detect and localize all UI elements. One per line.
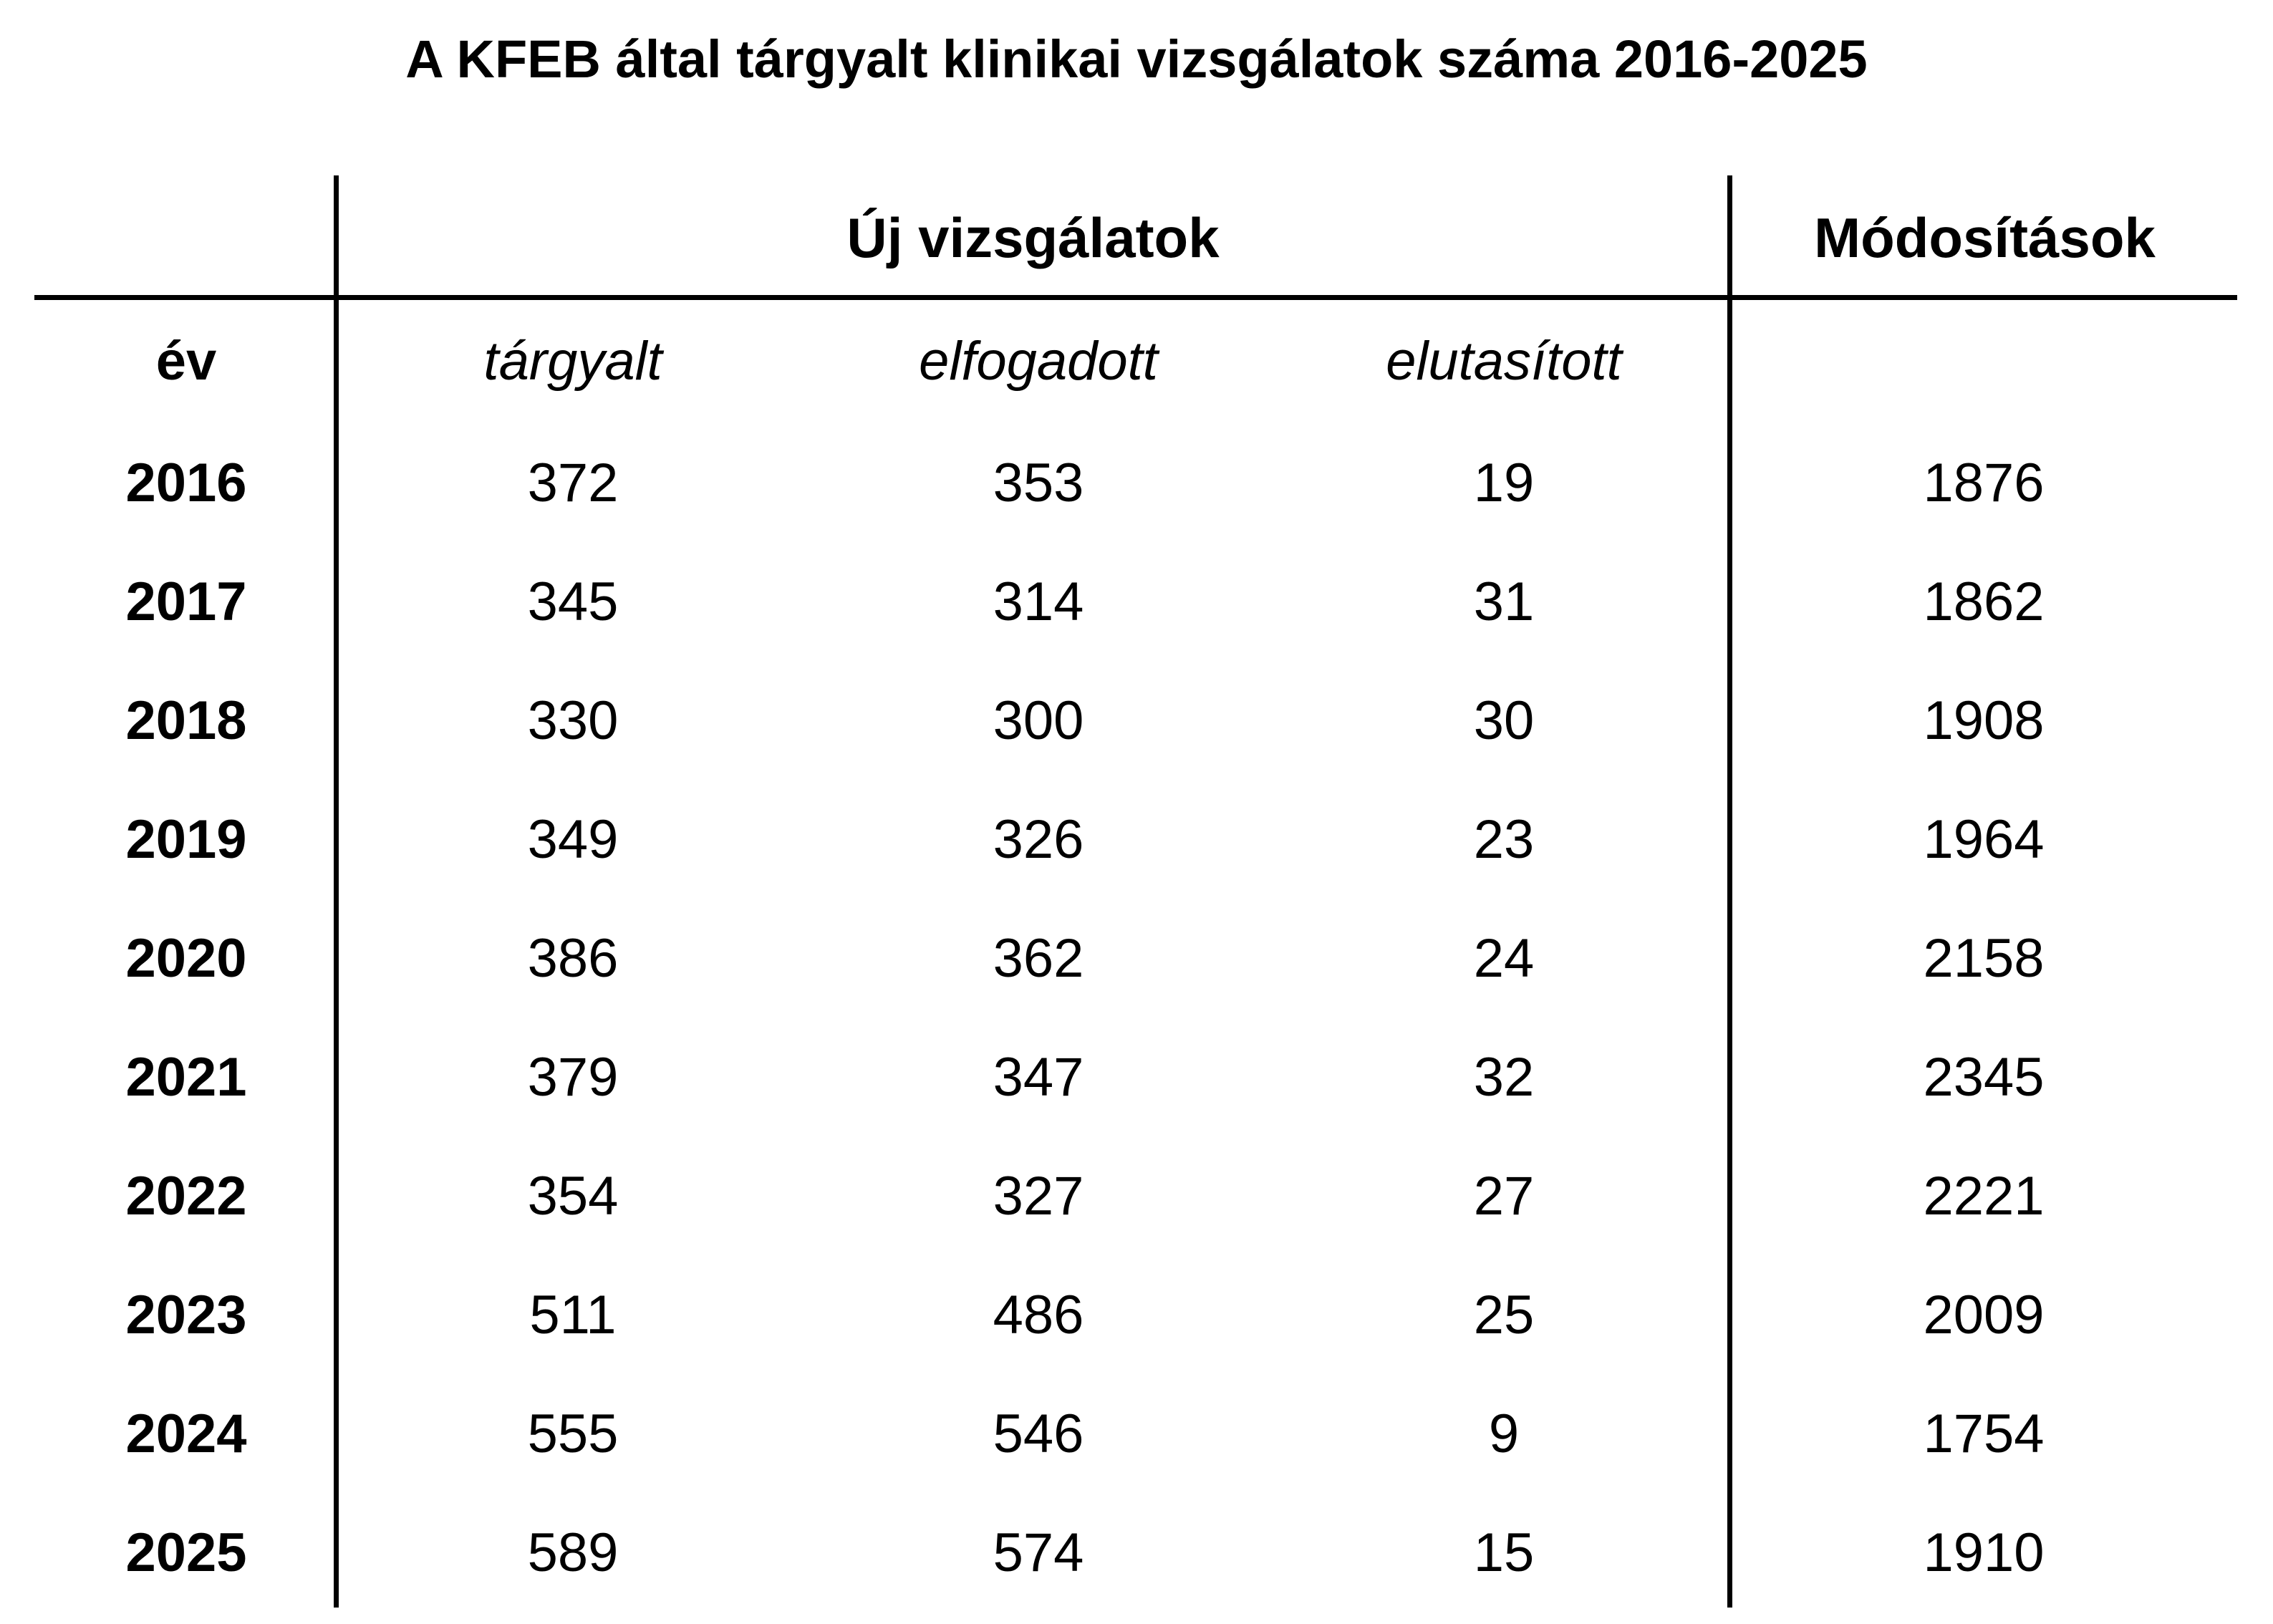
table-header-rule xyxy=(34,295,2237,300)
cell-modifications: 2009 xyxy=(1923,1285,2045,1345)
cell-rejected: 27 xyxy=(1473,1166,1535,1227)
table-row xyxy=(0,671,2273,790)
cell-year: 2016 xyxy=(125,453,247,513)
cell-discussed: 354 xyxy=(527,1166,619,1227)
cell-discussed: 379 xyxy=(527,1047,619,1108)
cell-rejected: 24 xyxy=(1473,928,1535,989)
cell-accepted: 326 xyxy=(993,809,1084,870)
cell-rejected: 19 xyxy=(1473,453,1535,513)
cell-discussed: 589 xyxy=(527,1522,619,1583)
subheader-year: év xyxy=(155,331,217,392)
cell-year: 2024 xyxy=(125,1403,247,1464)
cell-accepted: 486 xyxy=(993,1285,1084,1345)
cell-accepted: 574 xyxy=(993,1522,1084,1583)
table-row xyxy=(0,1265,2273,1384)
subheader-discussed: tárgyalt xyxy=(483,331,662,392)
cell-modifications: 1754 xyxy=(1923,1403,2045,1464)
group-header-modifications: Módosítások xyxy=(1814,206,2156,269)
table-row xyxy=(0,1503,2273,1622)
cell-rejected: 15 xyxy=(1473,1522,1535,1583)
page-title: A KFEB által tárgyalt klinikai vizsgálatok száma 2016-2025 xyxy=(405,29,1868,89)
cell-accepted: 546 xyxy=(993,1403,1084,1464)
cell-discussed: 511 xyxy=(529,1285,617,1345)
cell-accepted: 347 xyxy=(993,1047,1084,1108)
table-row xyxy=(0,433,2273,552)
cell-modifications: 1862 xyxy=(1923,571,2045,632)
cell-rejected: 30 xyxy=(1473,690,1535,751)
cell-modifications: 2158 xyxy=(1923,928,2045,989)
table-row xyxy=(0,1028,2273,1146)
cell-rejected: 23 xyxy=(1473,809,1535,870)
table-row xyxy=(0,1384,2273,1503)
table-row xyxy=(0,552,2273,671)
cell-accepted: 362 xyxy=(993,928,1084,989)
cell-accepted: 327 xyxy=(993,1166,1084,1227)
cell-accepted: 353 xyxy=(993,453,1084,513)
cell-year: 2022 xyxy=(125,1166,247,1227)
cell-modifications: 2345 xyxy=(1923,1047,2045,1108)
subheader-accepted: elfogadott xyxy=(919,331,1158,392)
table-row xyxy=(0,1146,2273,1265)
cell-discussed: 555 xyxy=(527,1403,619,1464)
cell-year: 2019 xyxy=(125,809,247,870)
subheader-rejected: elutasított xyxy=(1386,331,1622,392)
cell-modifications: 1910 xyxy=(1923,1522,2045,1583)
cell-modifications: 2221 xyxy=(1923,1166,2045,1227)
cell-discussed: 372 xyxy=(527,453,619,513)
cell-modifications: 1876 xyxy=(1923,453,2045,513)
cell-rejected: 25 xyxy=(1473,1285,1535,1345)
cell-rejected: 32 xyxy=(1473,1047,1535,1108)
cell-year: 2021 xyxy=(125,1047,247,1108)
cell-discussed: 330 xyxy=(527,690,619,751)
cell-modifications: 1964 xyxy=(1923,809,2045,870)
cell-rejected: 9 xyxy=(1488,1403,1520,1464)
table-subheader-row xyxy=(0,315,2273,408)
cell-year: 2023 xyxy=(125,1285,247,1345)
cell-discussed: 349 xyxy=(527,809,619,870)
cell-discussed: 386 xyxy=(527,928,619,989)
cell-year: 2018 xyxy=(125,690,247,751)
table-body xyxy=(0,433,2273,1622)
cell-year: 2017 xyxy=(125,571,247,632)
cell-accepted: 314 xyxy=(993,571,1084,632)
group-header-new-studies: Új vizsgálatok xyxy=(846,206,1220,269)
cell-year: 2025 xyxy=(125,1522,247,1583)
cell-year: 2020 xyxy=(125,928,247,989)
cell-rejected: 31 xyxy=(1473,571,1535,632)
subheader-modifications xyxy=(1833,315,2134,408)
table-row xyxy=(0,909,2273,1028)
cell-modifications: 1908 xyxy=(1923,690,2045,751)
table-row xyxy=(0,790,2273,909)
cell-accepted: 300 xyxy=(993,690,1084,751)
cell-discussed: 345 xyxy=(527,571,619,632)
